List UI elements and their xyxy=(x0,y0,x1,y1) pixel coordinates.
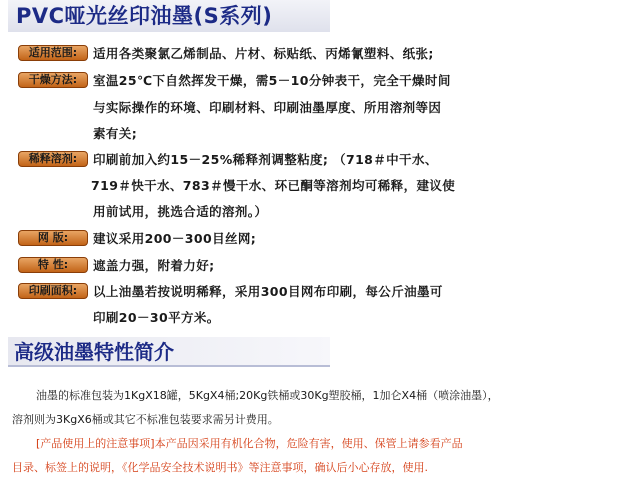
notice-line-2: 目录、标签上的说明，《化学品安全技术说明书》等注意事项，确认后小心存放，使用. xyxy=(12,461,428,474)
spec-label-features: 特 性: xyxy=(18,257,88,273)
spec-scope-line-1: 适用各类聚氯乙烯制品、片材、标贴纸、丙烯氰塑料、纸张; xyxy=(93,46,434,61)
spec-drying-line-3: 素有关; xyxy=(93,126,138,141)
spec-features-line-1: 遮盖力强，附着力好; xyxy=(93,258,215,273)
spec-label-solvent: 稀释溶剂: xyxy=(18,151,88,167)
spec-label-scope: 适用范围: xyxy=(18,45,88,61)
spec-drying-line-2: 与实际操作的环境、印刷材料、印刷油墨厚度、所用溶剂等因 xyxy=(93,100,442,115)
spec-label-area: 印刷面积: xyxy=(18,283,88,299)
spec-solvent-line-1: 印刷前加入约15－25%稀释剂调整粘度; （718＃中干水、 xyxy=(93,152,438,167)
section-heading xyxy=(8,337,330,367)
packaging-line-2: 溶剂则为3KgX6桶或其它不标准包装要求需另计费用。 xyxy=(12,413,279,426)
page-title: PVC哑光丝印油墨(S系列) xyxy=(8,0,330,32)
spec-area-line-2: 印刷20－30平方米。 xyxy=(93,310,220,325)
spec-label-drying: 干燥方法: xyxy=(18,72,88,88)
spec-label-screen: 网 版: xyxy=(18,230,88,246)
spec-solvent-line-3: 用前试用，挑选合适的溶剂。） xyxy=(93,204,268,219)
notice-line-1: [产品使用上的注意事项]本产品因采用有机化合物，危险有害，使用、保管上请参看产品 xyxy=(36,437,463,450)
spec-area-line-1: 以上油墨若按说明稀释，采用300目网布印刷，每公斤油墨可 xyxy=(93,284,443,299)
section-heading-text: 高级油墨特性简介 xyxy=(14,340,174,364)
section-heading-rule xyxy=(8,365,330,367)
packaging-line-1: 油墨的标准包装为1KgX18罐，5KgX4桶;20Kg铁桶或30Kg塑胶桶，1加仑X4桶（喷涂油墨）， xyxy=(36,389,499,402)
spec-drying-line-1: 室温25℃下自然挥发干燥，需5－10分钟表干，完全干燥时间 xyxy=(93,73,451,88)
spec-screen-line-1: 建议采用200－300目丝网; xyxy=(93,231,257,246)
spec-solvent-line-2: 719＃快干水、783＃慢干水、环已酮等溶剂均可稀释，建议使 xyxy=(91,178,456,193)
